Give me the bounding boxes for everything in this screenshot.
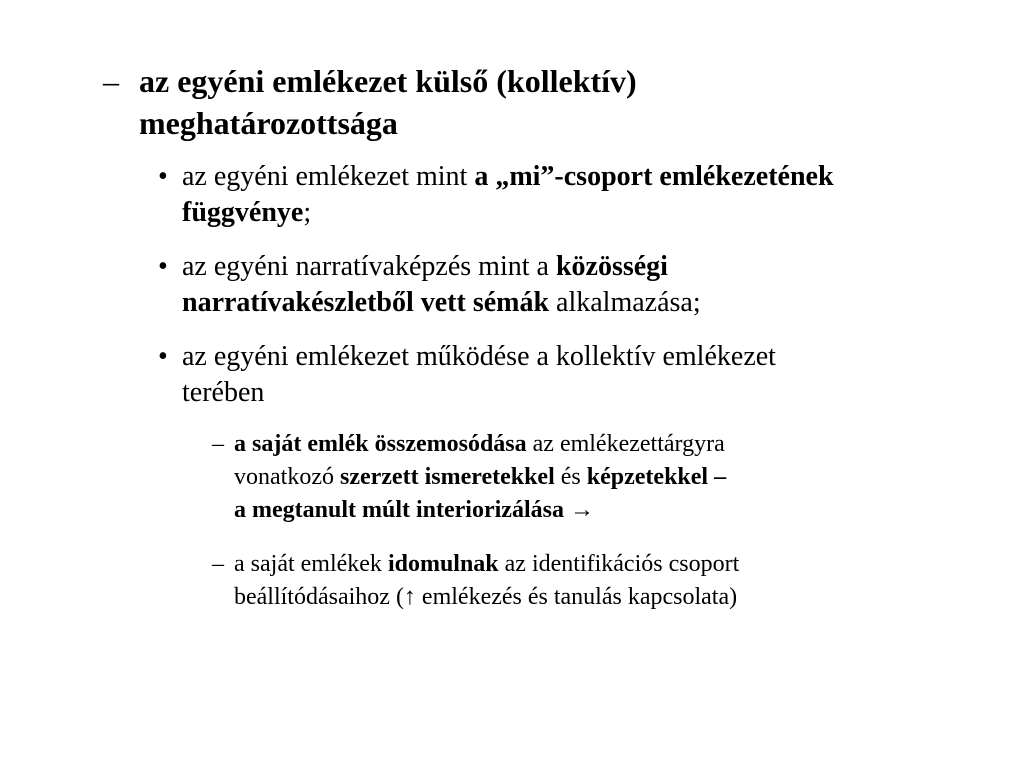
bullet-marker: •: [158, 341, 168, 372]
bullet-1-text-normal: az egyéni emlékezet mint: [182, 161, 475, 192]
subitem-1-text-normal-a: vonatkozó: [234, 464, 340, 490]
subitem-1-line-2: [234, 461, 726, 494]
bullet-2-text-normal-2: alkalmazása;: [549, 287, 701, 318]
bullet-2-text-normal: az egyéni narratívaképzés mint a: [182, 251, 556, 282]
subitem-1-text-normal: az emlékezettárgyra: [526, 431, 725, 457]
bullet-item-3: [158, 339, 776, 411]
bullet-1-text-bold-2: függvénye: [182, 197, 304, 228]
bullet-2-line-2: [182, 285, 701, 321]
subitem-1-text-bold: a saját emlék összemosódása: [234, 431, 527, 457]
bullet-1-text-bold: a „mi”-csoport emlékezetének: [474, 161, 834, 192]
subitem-2-text-bold: idomulnak: [387, 551, 499, 577]
bullet-marker: •: [158, 161, 168, 192]
subitem-1-text-normal-b: és: [554, 464, 587, 490]
bullet-item-2: [158, 249, 701, 321]
bullet-3-line-2: terében: [182, 377, 265, 408]
subitem-1-text-bold-b: képzetekkel –: [586, 464, 727, 490]
subitem-1-text-bold-a: szerzett ismeretekkel: [339, 464, 555, 490]
subitem-1: [212, 428, 726, 527]
subitem-2: [212, 548, 739, 614]
bullet-3-line-1: az egyéni emlékezet működése a kollektív emlékezet: [182, 341, 776, 372]
bullet-2-line-1: [182, 249, 701, 285]
dash-marker: –: [212, 551, 224, 577]
subitem-1-line-3: [234, 494, 726, 527]
bullet-2-text-bold: közösségi: [555, 251, 668, 282]
bullet-marker: •: [158, 251, 168, 282]
subitem-2-line-1: [234, 548, 739, 581]
heading-text-1: az egyéni emlékezet külső (kollektív): [139, 63, 637, 99]
subitem-2-text-normal-b: az identifikációs csoport: [498, 551, 740, 577]
heading-line-1: [139, 60, 637, 102]
bullet-1-text-normal-2: ;: [303, 197, 312, 228]
subitem-1-text-bold-3: a megtanult múlt interiorizálása →: [234, 497, 594, 523]
subitem-1-line-1: [234, 428, 726, 461]
heading-text-2: meghatározottsága: [139, 105, 398, 141]
heading-line-2: [139, 102, 637, 144]
bullet-2-text-bold-2: narratívakészletből vett sémák: [182, 287, 550, 318]
subitem-2-text-normal-a: a saját emlékek: [234, 551, 388, 577]
dash-marker: –: [212, 431, 224, 457]
subitem-2-line-2: beállítódásaihoz (↑ emlékezés és tanulás kapcsolata): [234, 584, 738, 610]
dash-marker: –: [103, 63, 119, 99]
bullet-item-1: [158, 159, 834, 231]
bullet-1-line-2: [182, 195, 834, 231]
bullet-1-line-1: [182, 159, 834, 195]
heading-item: [103, 60, 637, 144]
